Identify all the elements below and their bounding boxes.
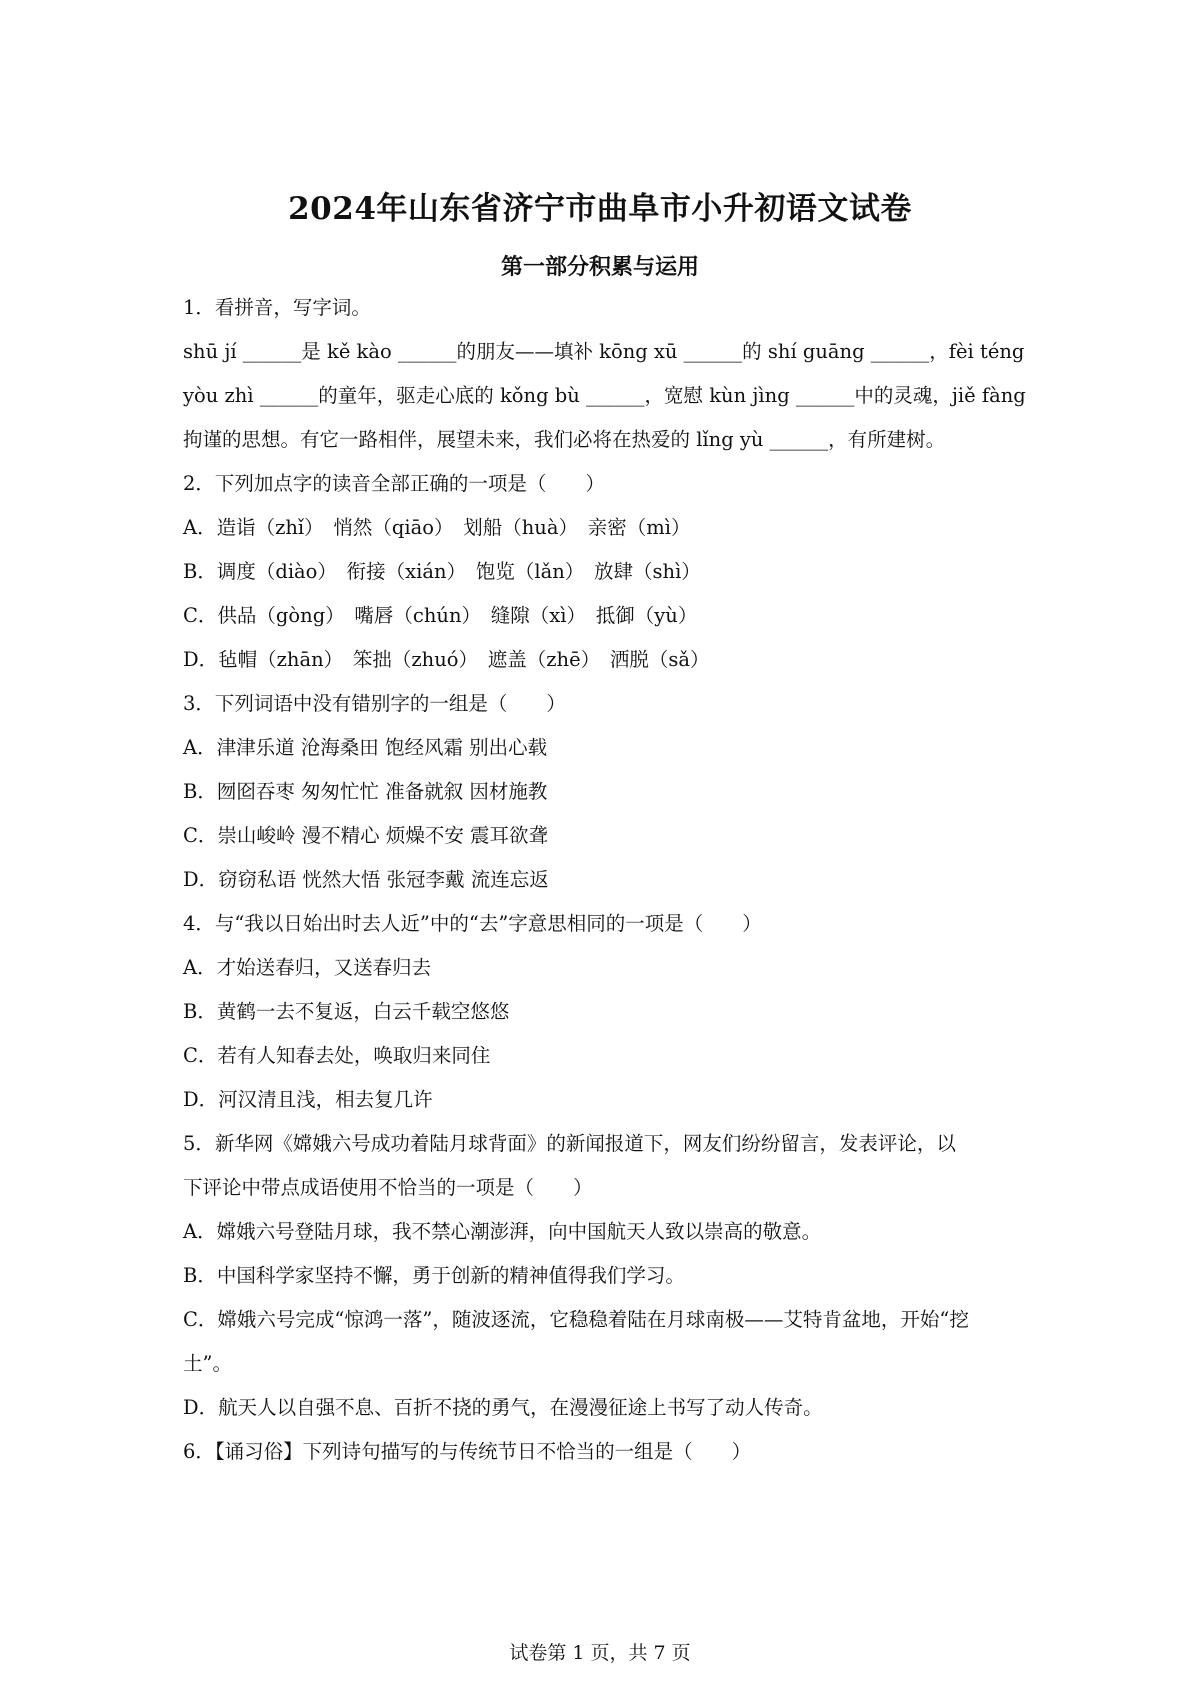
- option-line: B．中国科学家坚持不懈，勇于创新的精神值得我们学习。: [183, 1264, 685, 1287]
- option-line: C．崇山峻岭 漫不精心 烦燥不安 震耳欲聋: [183, 824, 549, 847]
- question-line: 3．下列词语中没有错别字的一组是（ ）: [183, 692, 566, 715]
- option-line: 土”。: [183, 1352, 232, 1375]
- option-line: B．囫囵吞枣 匆匆忙忙 准备就叙 因材施教: [183, 780, 548, 803]
- question-line: 6．【诵习俗】下列诗句描写的与传统节日不恰当的一组是（ ）: [183, 1440, 752, 1463]
- option-line: A．津津乐道 沧海桑田 饱经风霜 别出心载: [183, 736, 548, 759]
- option-line: C．供品（gòng） 嘴唇（chún） 缝隙（xì） 抵御（yù）: [183, 604, 698, 627]
- option-line: D．河汉清且浅，相去复几许: [183, 1088, 433, 1111]
- section-heading: 第一部分积累与运用: [500, 254, 699, 280]
- option-line: D．毡帽（zhān） 笨拙（zhuó） 遮盖（zhē） 洒脱（sǎ）: [183, 648, 710, 671]
- option-line: C．若有人知春去处，唤取归来同住: [183, 1044, 491, 1067]
- text-line: yòu zhì ______的童年，驱走心底的 kǒng bù ______，宽慰 kùn jìng ______中的灵魂，jiě fàng: [183, 384, 1026, 407]
- text-line: 1．看拼音，写字词。: [183, 296, 371, 319]
- page-footer: 试卷第 1 页，共 7 页: [509, 1642, 691, 1664]
- option-line: A．嫦娥六号登陆月球，我不禁心潮澎湃，向中国航天人致以崇高的敬意。: [183, 1220, 822, 1243]
- question-line: 5．新华网《嫦娥六号成功着陆月球背面》的新闻报道下，网友们纷纷留言，发表评论，以: [183, 1132, 956, 1155]
- option-line: D．航天人以自强不息、百折不挠的勇气，在漫漫征途上书写了动人传奇。: [183, 1396, 823, 1419]
- question-line: 4．与“我以日始出时去人近”中的“去”字意思相同的一项是（ ）: [183, 912, 762, 935]
- option-line: B．调度（diào） 衔接（xián） 饱览（lǎn） 放肆（shì）: [183, 560, 701, 583]
- option-line: D．窃窃私语 恍然大悟 张冠李戴 流连忘返: [183, 868, 549, 891]
- option-line: B．黄鹤一去不复返，白云千载空悠悠: [183, 1000, 510, 1023]
- option-line: C．嫦娥六号完成“惊鸿一落”，随波逐流，它稳稳着陆在月球南极——艾特肯盆地，开始“挖: [183, 1308, 969, 1331]
- question-line: 下评论中带点成语使用不恰当的一项是（ ）: [183, 1176, 593, 1199]
- page-title: 2024年山东省济宁市曲阜市小升初语文试卷: [288, 191, 912, 227]
- question-line: 2．下列加点字的读音全部正确的一项是（ ）: [183, 472, 605, 495]
- option-line: A．才始送春归，又送春归去: [183, 956, 432, 979]
- text-line: shū jí ______是 kě kào ______的朋友——填补 kōng xū ______的 shí guāng ______，fèi téng: [183, 340, 1025, 363]
- option-line: A．造诣（zhǐ） 悄然（qiāo） 划船（huà） 亲密（mì）: [183, 516, 691, 539]
- text-line: 拘谨的思想。有它一路相伴，展望未来，我们必将在热爱的 lǐng yù ______，有所建树。: [183, 428, 946, 451]
